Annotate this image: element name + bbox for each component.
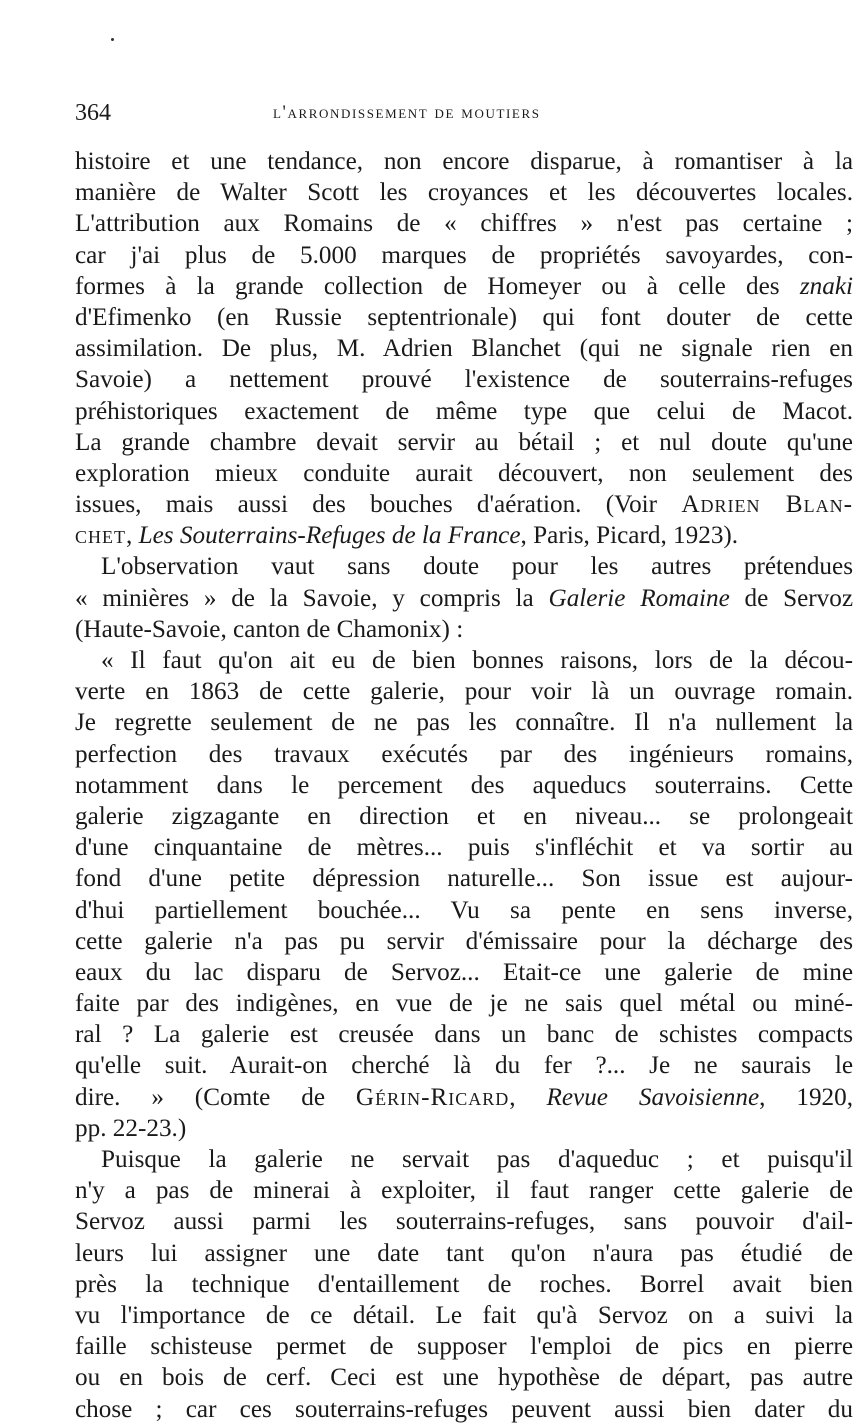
book-page (75, 0, 853, 1422)
text-line-7: assimilation. De plus, M. Adrien Blanchet (qui ne signale rien en (75, 335, 853, 363)
text-line-38: vu l'importance de ce détail. Le fait qu'à Servoz on a suivi la (75, 1301, 853, 1329)
text-line-21: notamment dans le percement des aqueducs souterrains. Cette (75, 771, 853, 799)
text-line-37: près la technique d'entaillement de roches. Borrel avait bien (75, 1270, 853, 1298)
body-text (75, 146, 853, 1425)
text-line-17: « Il faut qu'on ait eu de bien bonnes raisons, lors de la décou- (101, 647, 853, 674)
text-line-3: L'attribution aux Romains de « chiffres » n'est pas certaine ; (75, 210, 853, 238)
text-line-23: d'une cinquantaine de mètres... puis s'infléchit et va sortir au (75, 834, 853, 862)
text-line-26: cette galerie n'a pas pu servir d'émissaire pour la décharge des (75, 927, 853, 955)
text-line-2: manière de Walter Scott les croyances et les découvertes locales. (75, 179, 853, 207)
text-line-40: ou en bois de cerf. Ceci est une hypothèse de départ, pas autre (75, 1364, 853, 1392)
text-line-41: chose ; car ces souterrains-refuges peuvent aussi bien dater du (75, 1395, 853, 1423)
text-run: , (509, 1083, 547, 1111)
text-line-33: Puisque la galerie ne servait pas d'aqueduc ; et puisqu'il (101, 1146, 853, 1173)
text-line-8: Savoie) a nettement prouvé l'existence de souterrains-refuges (75, 366, 853, 394)
text-line-4: car j'ai plus de 5.000 marques de propriétés savoyardes, con- (75, 241, 853, 269)
text-line-5 (75, 271, 853, 302)
margin-mark (111, 38, 114, 41)
text-line-34: n'y a pas de minerai à exploiter, il faut ranger cette galerie de (75, 1177, 853, 1205)
text-run: , (126, 522, 139, 550)
text-run: « minières » de la Savoie, y compris la (75, 584, 549, 612)
text-line-24: fond d'une petite dépression naturelle... Son issue est aujour- (75, 865, 853, 893)
text-line-16: (Haute-Savoie, canton de Chamonix) : (75, 615, 464, 643)
text-line-6: d'Efimenko (en Russie septentrionale) qui font douter de cette (75, 303, 853, 331)
italic-term: Galerie Romaine (548, 584, 730, 612)
text-line-14: L'observation vaut sans doute pour les autres prétendues (101, 553, 853, 581)
text-line-1: histoire et une tendance, non encore disparue, à romantiser à la (75, 148, 853, 175)
text-line-28: faite par des indigènes, en vue de je ne sais quel métal ou miné- (75, 990, 853, 1018)
text-line-15 (75, 583, 853, 614)
page-number: 364 (75, 100, 111, 126)
text-run: de Servoz (729, 584, 854, 612)
text-line-13 (75, 520, 853, 551)
text-run: dire. » (Comte de (75, 1083, 356, 1111)
text-line-39: faille schisteuse permet de supposer l'emploi de pics en pierre (75, 1333, 853, 1361)
text-run: , 1920, (759, 1083, 854, 1111)
text-run: formes à la grande collection de Homeyer ou à celle des (75, 272, 800, 300)
text-line-9: préhistoriques exactement de même type que celui de Macot. (75, 397, 853, 425)
running-head-title: l'arrondissement de moutiers (273, 103, 541, 123)
text-line-25: d'hui partiellement bouchée... Vu sa pente en sens inverse, (75, 896, 853, 924)
text-line-32: pp. 22-23.) (75, 1114, 187, 1142)
text-line-20: perfection des travaux exécutés par des ingénieurs romains, (75, 740, 853, 768)
text-line-22: galerie zigzagante en direction et en niveau... se prolongeait (75, 802, 853, 830)
text-line-18: verte en 1863 de cette galerie, pour voir là un ouvrage romain. (75, 678, 853, 706)
text-line-19: Je regrette seulement de ne pas les connaître. Il n'a nullement la (75, 709, 853, 737)
text-line-35: Servoz aussi parmi les souterrains-refuges, sans pouvoir d'ail- (75, 1208, 853, 1236)
text-line-29: ral ? La galerie est creusée dans un banc de schistes compacts (75, 1021, 853, 1049)
author-name: Adrien Blan- (681, 491, 853, 519)
text-line-27: eaux du lac disparu de Servoz... Etait-ce une galerie de mine (75, 958, 853, 986)
running-head (75, 100, 853, 130)
italic-term: znaki (799, 272, 853, 300)
text-line-12 (75, 489, 853, 520)
text-line-30: qu'elle suit. Aurait-on cherché là du fer ?... Je ne saurais le (75, 1052, 853, 1080)
text-line-36: leurs lui assigner une date tant qu'on n'aura pas étudié de (75, 1239, 853, 1267)
text-line-11: exploration mieux conduite aurait découvert, non seulement des (75, 459, 853, 487)
author-name: Gérin-Ricard (355, 1083, 510, 1111)
journal-title: Revue Savoisienne (546, 1083, 760, 1111)
text-line-31 (75, 1082, 853, 1113)
author-name: chet (75, 522, 126, 550)
text-run: , Paris, Picard, 1923). (520, 522, 739, 550)
text-line-10: La grande chambre devait servir au bétail ; et nul doute qu'une (75, 428, 853, 456)
book-title: Les Souterrains-Refuges de la France (138, 522, 521, 550)
text-run: issues, mais aussi des bouches d'aération. (Voir (75, 491, 682, 519)
